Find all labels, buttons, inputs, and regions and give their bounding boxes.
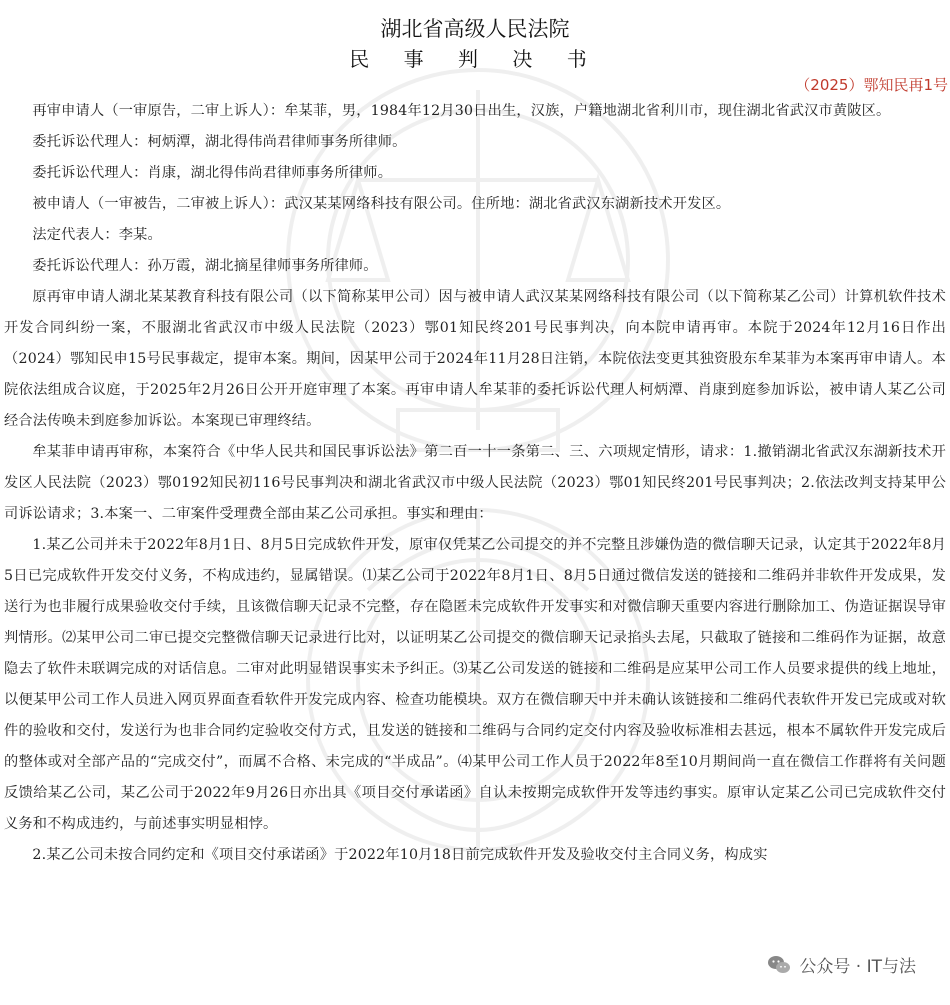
paragraph-reason-2: 2.某乙公司未按合同约定和《项目交付承诺函》于2022年10月18日前完成软件开发及验收交付主合同义务，构成实	[32, 847, 768, 863]
paragraph-agent-3: 委托诉讼代理人：孙万霞，湖北摘星律师事务所律师。	[32, 258, 378, 274]
wechat-account-name: 公众号 · IT与法	[799, 957, 916, 977]
wechat-icon	[767, 954, 791, 976]
paragraph-agent-2: 委托诉讼代理人：肖康，湖北得伟尚君律师事务所律师。	[32, 165, 393, 181]
judgment-body	[4, 96, 946, 871]
wechat-account-watermark	[761, 950, 922, 979]
court-name: 湖北省高级人民法院	[380, 17, 570, 41]
paragraph-legal-rep: 法定代表人：李某。	[32, 227, 162, 243]
paragraph-applicant: 再审申请人（一审原告，二审上诉人）：牟某菲，男，1984年12月30日出生，汉族，户籍地湖北省利川市，现住湖北省武汉市黄陂区。	[32, 103, 891, 119]
paragraph-respondent: 被申请人（一审被告，二审被上诉人）：武汉某某网络科技有限公司。住所地：湖北省武汉东湖新技术开发区。	[32, 196, 731, 212]
case-number: （2025）鄂知民再1号	[795, 76, 948, 94]
paragraph-case-history: 原再审申请人湖北某某教育科技有限公司（以下简称某甲公司）因与被申请人武汉某某网络科技有限公司（以下简称某乙公司）计算机软件技术开发合同纠纷一案，不服湖北省武汉市中级人民法院（2023）鄂01知民终201号民事判决，向本院申请再审。本院于2024年12月16日作出（2024）鄂知民申15号民事裁定，提审本案。期间，因某甲公司于2024年11月28日注销，本院依法变更其独资股东牟某菲为本案再审申请人。本院依法组成合议庭，于2025年2月26日公开开庭审理了本案。再审申请人牟某菲的委托诉讼代理人柯炳潭、肖康到庭参加诉讼，被申请人某乙公司经合法传唤未到庭参加诉讼。本案现已审理终结。	[4, 289, 946, 429]
paragraph-retrial-claims: 牟某菲申请再审称，本案符合《中华人民共和国民事诉讼法》第二百一十一条第二、三、六项规定情形，请求：1.撤销湖北省武汉东湖新技术开发区人民法院（2023）鄂0192知民初116号民事判决和湖北省武汉市中级人民法院（2023）鄂01知民终201号民事判决；2.依法改判支持某甲公司诉讼请求；3.本案一、二审案件受理费全部由某乙公司承担。事实和理由：	[4, 444, 946, 522]
document-title: 民 事 判 决 书	[349, 47, 601, 71]
paragraph-reason-1: 1.某乙公司并未于2022年8月1日、8月5日完成软件开发，原审仅凭某乙公司提交的并不完整且涉嫌伪造的微信聊天记录，认定其于2022年8月5日已完成软件开发交付义务，不构成违约，显属错误。⑴某乙公司于2022年8月1日、8月5日通过微信发送的链接和二维码并非软件开发成果，发送行为也非履行成果验收交付手续，且该微信聊天记录不完整，存在隐匿未完成软件开发事实和对微信聊天重要内容进行删除加工、伪造证据误导审判情形。⑵某甲公司二审已提交完整微信聊天记录进行比对，以证明某乙公司提交的微信聊天记录掐头去尾，只截取了链接和二维码作为证据，故意隐去了软件未联调完成的对话信息。二审对此明显错误事实未予纠正。⑶某乙公司发送的链接和二维码是应某甲公司工作人员要求提供的线上地址，以便某甲公司工作人员进入网页界面查看软件开发完成内容、检查功能模块。双方在微信聊天中并未确认该链接和二维码代表软件开发已完成或对软件的验收和交付，发送行为也非合同约定验收交付方式，且发送的链接和二维码与合同约定交付内容及验收标准相去甚远，根本不属软件开发完成后的整体或对全部产品的“完成交付”，而属不合格、未完成的“半成品”。⑷某甲公司工作人员于2022年8至10月期间尚一直在微信工作群将有关问题反馈给某乙公司，某乙公司于2022年9月26日亦出具《项目交付承诺函》自认未按期完成软件开发等违约事实。原审认定某乙公司已完成软件交付义务和不构成违约，与前述事实明显相悖。	[4, 537, 946, 832]
paragraph-agent-1: 委托诉讼代理人：柯炳潭，湖北得伟尚君律师事务所律师。	[32, 134, 407, 150]
